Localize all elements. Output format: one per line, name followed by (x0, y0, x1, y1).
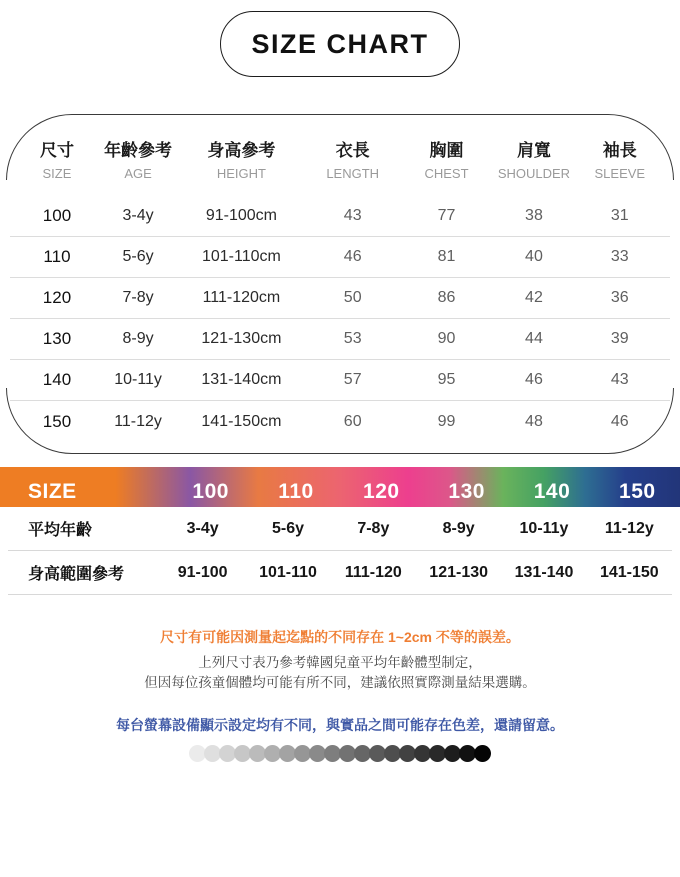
cell-size: 100 (42, 206, 72, 225)
note-screen-color: 每台螢幕設備顯示設定均有不同，與實品之間可能存在色差，還請留意。 (116, 717, 564, 733)
page-title: SIZE CHART (251, 28, 429, 59)
column-header-height (184, 141, 298, 182)
cell-length: 60 (343, 412, 362, 430)
summary-value: 121-130 (429, 563, 489, 581)
cell-size: 150 (42, 411, 72, 431)
cell-shoulder: 48 (525, 412, 543, 430)
summary-value: 11-12y (604, 519, 654, 537)
summary-value: 7-8y (357, 519, 390, 537)
column-header-en: SHOULDER (497, 166, 571, 181)
grayscale-gradient-bar (0, 745, 680, 762)
cell-size: 110 (43, 247, 71, 266)
summary-value: 8-9y (442, 519, 475, 537)
column-header-en: SIZE (42, 166, 72, 181)
summary-value: 10-11y (519, 519, 569, 537)
column-header-zh: 衣長 (335, 141, 370, 160)
column-header-sleeve (582, 141, 658, 182)
column-header-en: HEIGHT (216, 166, 266, 181)
cell-age: 3-4y (122, 207, 154, 224)
bar-size-120: 120 (363, 480, 400, 503)
gradient-dot (474, 745, 491, 762)
summary-value: 5-6y (271, 519, 304, 537)
summary-table (8, 507, 672, 595)
cell-length: 57 (343, 371, 362, 388)
cell-height: 121-130cm (201, 330, 282, 347)
bar-size-label: SIZE (28, 480, 77, 503)
note-tolerance: 尺寸有可能因測量起迄點的不同存在 1~2cm 不等的誤差。 (160, 629, 520, 645)
notes-section (0, 628, 680, 693)
summary-value: 141-150 (599, 563, 659, 581)
bar-size-140: 140 (533, 480, 571, 503)
summary-label: 平均年齡 (28, 522, 93, 539)
cell-chest: 77 (437, 207, 456, 224)
size-gradient-bar (0, 467, 680, 507)
table-row-110 (10, 237, 670, 278)
column-header-en: AGE (124, 166, 152, 181)
cell-height: 91-100cm (205, 207, 277, 224)
table-row-100 (10, 196, 670, 237)
summary-row-age (8, 507, 672, 551)
bar-size-100: 100 (192, 480, 229, 503)
cell-height: 141-150cm (201, 412, 282, 430)
cell-shoulder: 40 (525, 248, 543, 265)
cell-shoulder: 46 (525, 371, 543, 388)
column-header-zh: 年齡參考 (104, 141, 173, 160)
cell-sleeve: 46 (610, 412, 629, 430)
cell-sleeve: 33 (610, 248, 629, 265)
table-row-120 (10, 278, 670, 319)
cell-size: 120 (42, 288, 72, 307)
column-header-zh: 尺寸 (39, 141, 74, 160)
column-header-en: LENGTH (326, 166, 380, 181)
cell-length: 53 (343, 330, 362, 347)
table-body (10, 196, 670, 442)
cell-shoulder: 42 (525, 289, 543, 306)
summary-row-height (8, 551, 672, 595)
summary-value: 101-110 (259, 563, 317, 581)
cell-age: 11-12y (114, 412, 162, 430)
summary-value: 131-140 (514, 563, 574, 581)
column-header-zh: 肩寬 (516, 141, 551, 160)
cell-height: 131-140cm (201, 371, 282, 388)
cell-age: 7-8y (122, 289, 154, 306)
column-header-shoulder (486, 141, 581, 182)
summary-value: 3-4y (186, 519, 219, 537)
bar-size-130: 130 (448, 480, 485, 503)
cell-age: 8-9y (122, 330, 154, 347)
cell-chest: 86 (437, 289, 456, 306)
cell-length: 50 (343, 289, 362, 306)
column-header-length (299, 141, 407, 182)
cell-shoulder: 44 (525, 330, 543, 347)
cell-age: 10-11y (114, 371, 162, 388)
cell-length: 46 (343, 248, 362, 265)
cell-sleeve: 39 (610, 330, 629, 347)
table-row-150 (10, 401, 670, 442)
column-header-chest (407, 141, 487, 182)
cell-height: 111-120cm (202, 289, 281, 306)
cell-length: 43 (343, 207, 362, 224)
summary-value: 111-120 (344, 563, 402, 581)
cell-height: 101-110cm (201, 248, 281, 265)
cell-chest: 95 (437, 371, 456, 388)
table-header-row (0, 141, 680, 182)
cell-sleeve: 36 (610, 289, 629, 306)
table-row-140 (10, 360, 670, 401)
table-row-130 (10, 319, 670, 360)
column-header-en: CHEST (424, 166, 469, 181)
summary-label: 身高範圍參考 (28, 566, 125, 583)
size-chart-title-pill (220, 11, 460, 77)
column-header-en: SLEEVE (594, 166, 646, 181)
cell-shoulder: 38 (525, 207, 543, 224)
cell-chest: 90 (437, 330, 456, 347)
column-header-zh: 胸圍 (429, 141, 464, 160)
column-header-zh: 身高參考 (207, 141, 276, 160)
cell-sleeve: 43 (610, 371, 629, 388)
cell-size: 130 (42, 329, 72, 348)
bar-size-110: 110 (278, 480, 314, 503)
column-header-zh: 袖長 (602, 141, 637, 160)
column-header-size (22, 141, 92, 182)
size-table (0, 114, 680, 454)
cell-chest: 99 (437, 412, 456, 430)
summary-value: 91-100 (177, 563, 228, 581)
cell-age: 5-6y (122, 248, 154, 265)
column-header-age (92, 141, 184, 182)
note-basis-line2: 但因每位孩童個體均可能有所不同，建議依照實際測量結果選購。 (144, 675, 536, 690)
cell-chest: 81 (437, 248, 456, 265)
table-header (0, 114, 680, 182)
cell-size: 140 (42, 370, 72, 389)
bar-size-150: 150 (619, 480, 656, 503)
note-basis-line1: 上列尺寸表乃參考韓國兒童平均年齡體型制定， (198, 655, 482, 670)
cell-sleeve: 31 (610, 207, 629, 224)
